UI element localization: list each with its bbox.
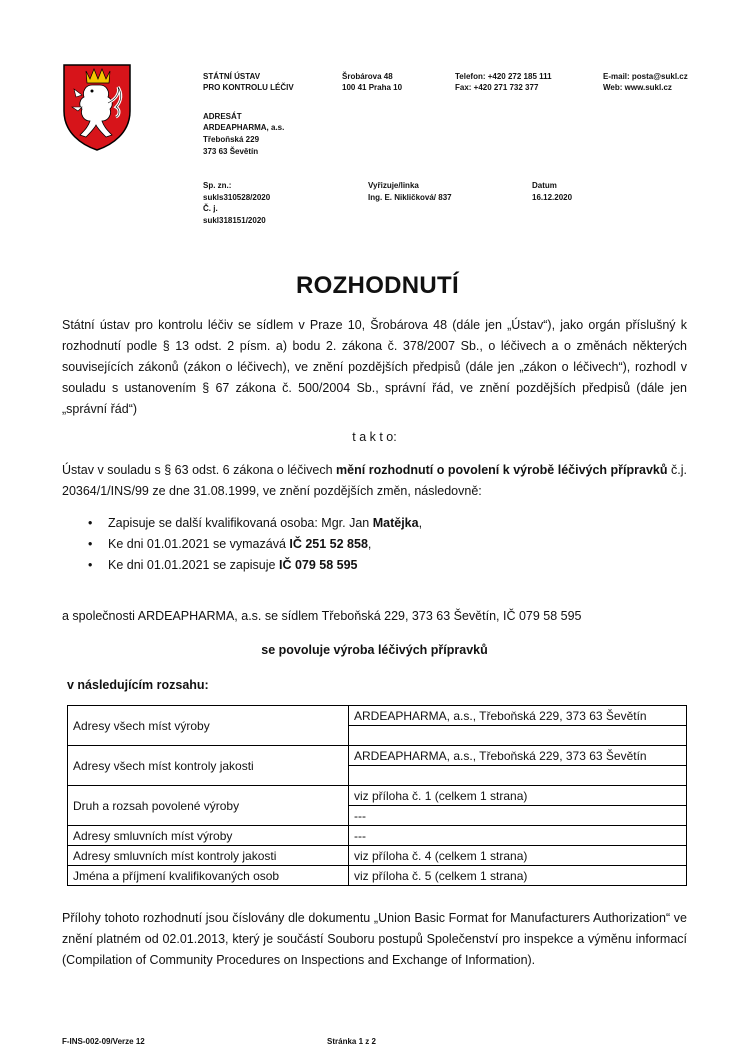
table-cell-label: Druh a rozsah povolené výroby bbox=[68, 786, 349, 826]
czech-coat-of-arms-icon bbox=[62, 63, 132, 151]
table-cell-label: Adresy smluvních míst výroby bbox=[68, 826, 349, 846]
closing-paragraph: Přílohy tohoto rozhodnutí jsou číslovány dle dokumentu „Union Basic Format for Manufacturers Authorization“ ve znění platném od 02.01.2013, který je součástí Souboru postupů Společenství pro inspekce a výměnu informací (Compilation of Community Procedures on Inspections and Exchange of Information). bbox=[62, 911, 687, 967]
table-cell-label: Adresy všech míst výroby bbox=[68, 706, 349, 746]
intro-paragraph: Státní ústav pro kontrolu léčiv se sídlem v Praze 10, Šrobárova 48 (dále jen „Ústav“), jako orgán příslušný k rozhodnutí podle § 13 odst. 2 písm. a) bodu 2. zákona č. 378/2007 Sb., o léčivech a o změnách některých souvisejících zákonů (zákon o léčivech), ve znění pozdějších předpisů (dále jen „zákon o léčivech“), rozhodl v souladu s ustanovením § 67 zákona č. 500/2004 Sb., správní řád, ve znění pozdějších předpisů (dále jen „správní řád“) bbox=[62, 318, 687, 416]
org-fax: Fax: +420 271 732 377 bbox=[455, 83, 539, 92]
addressee-label: ADRESÁT bbox=[203, 112, 242, 121]
table-row bbox=[68, 746, 687, 766]
table-cell-value: viz příloha č. 1 (celkem 1 strana) bbox=[349, 786, 687, 806]
table-cell-value: ARDEAPHARMA, a.s., Třeboňská 229, 373 63 Ševětín bbox=[349, 746, 687, 766]
spzn-label: Sp. zn.: bbox=[203, 181, 232, 190]
table-cell-value: viz příloha č. 5 (celkem 1 strana) bbox=[349, 866, 687, 886]
list-item: • Ke dni 01.01.2021 se zapisuje IČ 079 58 595 bbox=[88, 558, 358, 572]
spzn-value: sukls310528/2020 bbox=[203, 193, 271, 202]
table-cell-label: Adresy všech míst kontroly jakosti bbox=[68, 746, 349, 786]
takto-line: t a k t o: bbox=[352, 430, 397, 444]
scope-table bbox=[67, 705, 687, 886]
list-item: • Ke dni 01.01.2021 se vymazává IČ 251 52 858, bbox=[88, 537, 372, 551]
org-address-line2: 100 41 Praha 10 bbox=[342, 83, 403, 92]
table-row bbox=[68, 846, 687, 866]
table-cell-value: --- bbox=[349, 826, 687, 846]
decision-text-bold: mění rozhodnutí o povolení k výrobě léčivých přípravků bbox=[336, 463, 668, 477]
date-value: 16.12.2020 bbox=[532, 193, 573, 202]
org-address-line1: Šrobárova 48 bbox=[342, 72, 393, 81]
org-name-line1: STÁTNÍ ÚSTAV bbox=[203, 72, 261, 81]
table-cell-value: --- bbox=[349, 806, 687, 826]
org-web: Web: www.sukl.cz bbox=[603, 83, 672, 92]
table-cell-value: ARDEAPHARMA, a.s., Třeboňská 229, 373 63 Ševětín bbox=[349, 706, 687, 726]
org-email: E-mail: posta@sukl.cz bbox=[603, 72, 688, 81]
cj-value: sukl318151/2020 bbox=[203, 216, 266, 225]
cj-label: Č. j. bbox=[203, 204, 218, 213]
form-id: F-INS-002-09/Verze 12 bbox=[62, 1037, 145, 1046]
handler-label: Vyřizuje/linka bbox=[368, 181, 419, 190]
table-row bbox=[68, 786, 687, 806]
date-label: Datum bbox=[532, 181, 557, 190]
decision-text-2: č.j. 20364/1/INS/99 ze dne 31.08.1999, ve znění pozdějších změn, následovně: bbox=[62, 463, 688, 498]
document-title: ROZHODNUTÍ bbox=[296, 272, 459, 299]
table-cell-label: Jména a příjmení kvalifikovaných osob bbox=[68, 866, 349, 886]
org-name-line2: PRO KONTROLU LÉČIV bbox=[203, 83, 294, 92]
table-row bbox=[68, 826, 687, 846]
table-cell-label: Adresy smluvních míst kontroly jakosti bbox=[68, 846, 349, 866]
table-cell-value: viz příloha č. 4 (celkem 1 strana) bbox=[349, 846, 687, 866]
addressee-name: ARDEAPHARMA, a.s. bbox=[203, 123, 285, 132]
permit-line: se povoluje výroba léčivých přípravků bbox=[261, 643, 488, 657]
addressee-street: Třeboňská 229 bbox=[203, 135, 260, 144]
company-line: a společnosti ARDEAPHARMA, a.s. se sídlem Třeboňská 229, 373 63 Ševětín, IČ 079 58 595 bbox=[62, 609, 582, 623]
handler-value: Ing. E. Nikličková/ 837 bbox=[368, 193, 452, 202]
table-cell-value bbox=[349, 766, 687, 786]
addressee-city: 373 63 Ševětín bbox=[203, 147, 259, 156]
scope-label: v následujícím rozsahu: bbox=[67, 678, 209, 692]
page-number: Stránka 1 z 2 bbox=[327, 1037, 376, 1046]
list-item: • Zapisuje se další kvalifikovaná osoba: Mgr. Jan Matějka, bbox=[88, 516, 423, 530]
table-row bbox=[68, 706, 687, 726]
org-phone: Telefon: +420 272 185 111 bbox=[455, 72, 552, 81]
change-list bbox=[62, 513, 687, 576]
table-row bbox=[68, 866, 687, 886]
decision-text-1: Ústav v souladu s § 63 odst. 6 zákona o léčivech bbox=[62, 463, 337, 477]
decision-paragraph bbox=[62, 460, 687, 502]
table-cell-value bbox=[349, 726, 687, 746]
